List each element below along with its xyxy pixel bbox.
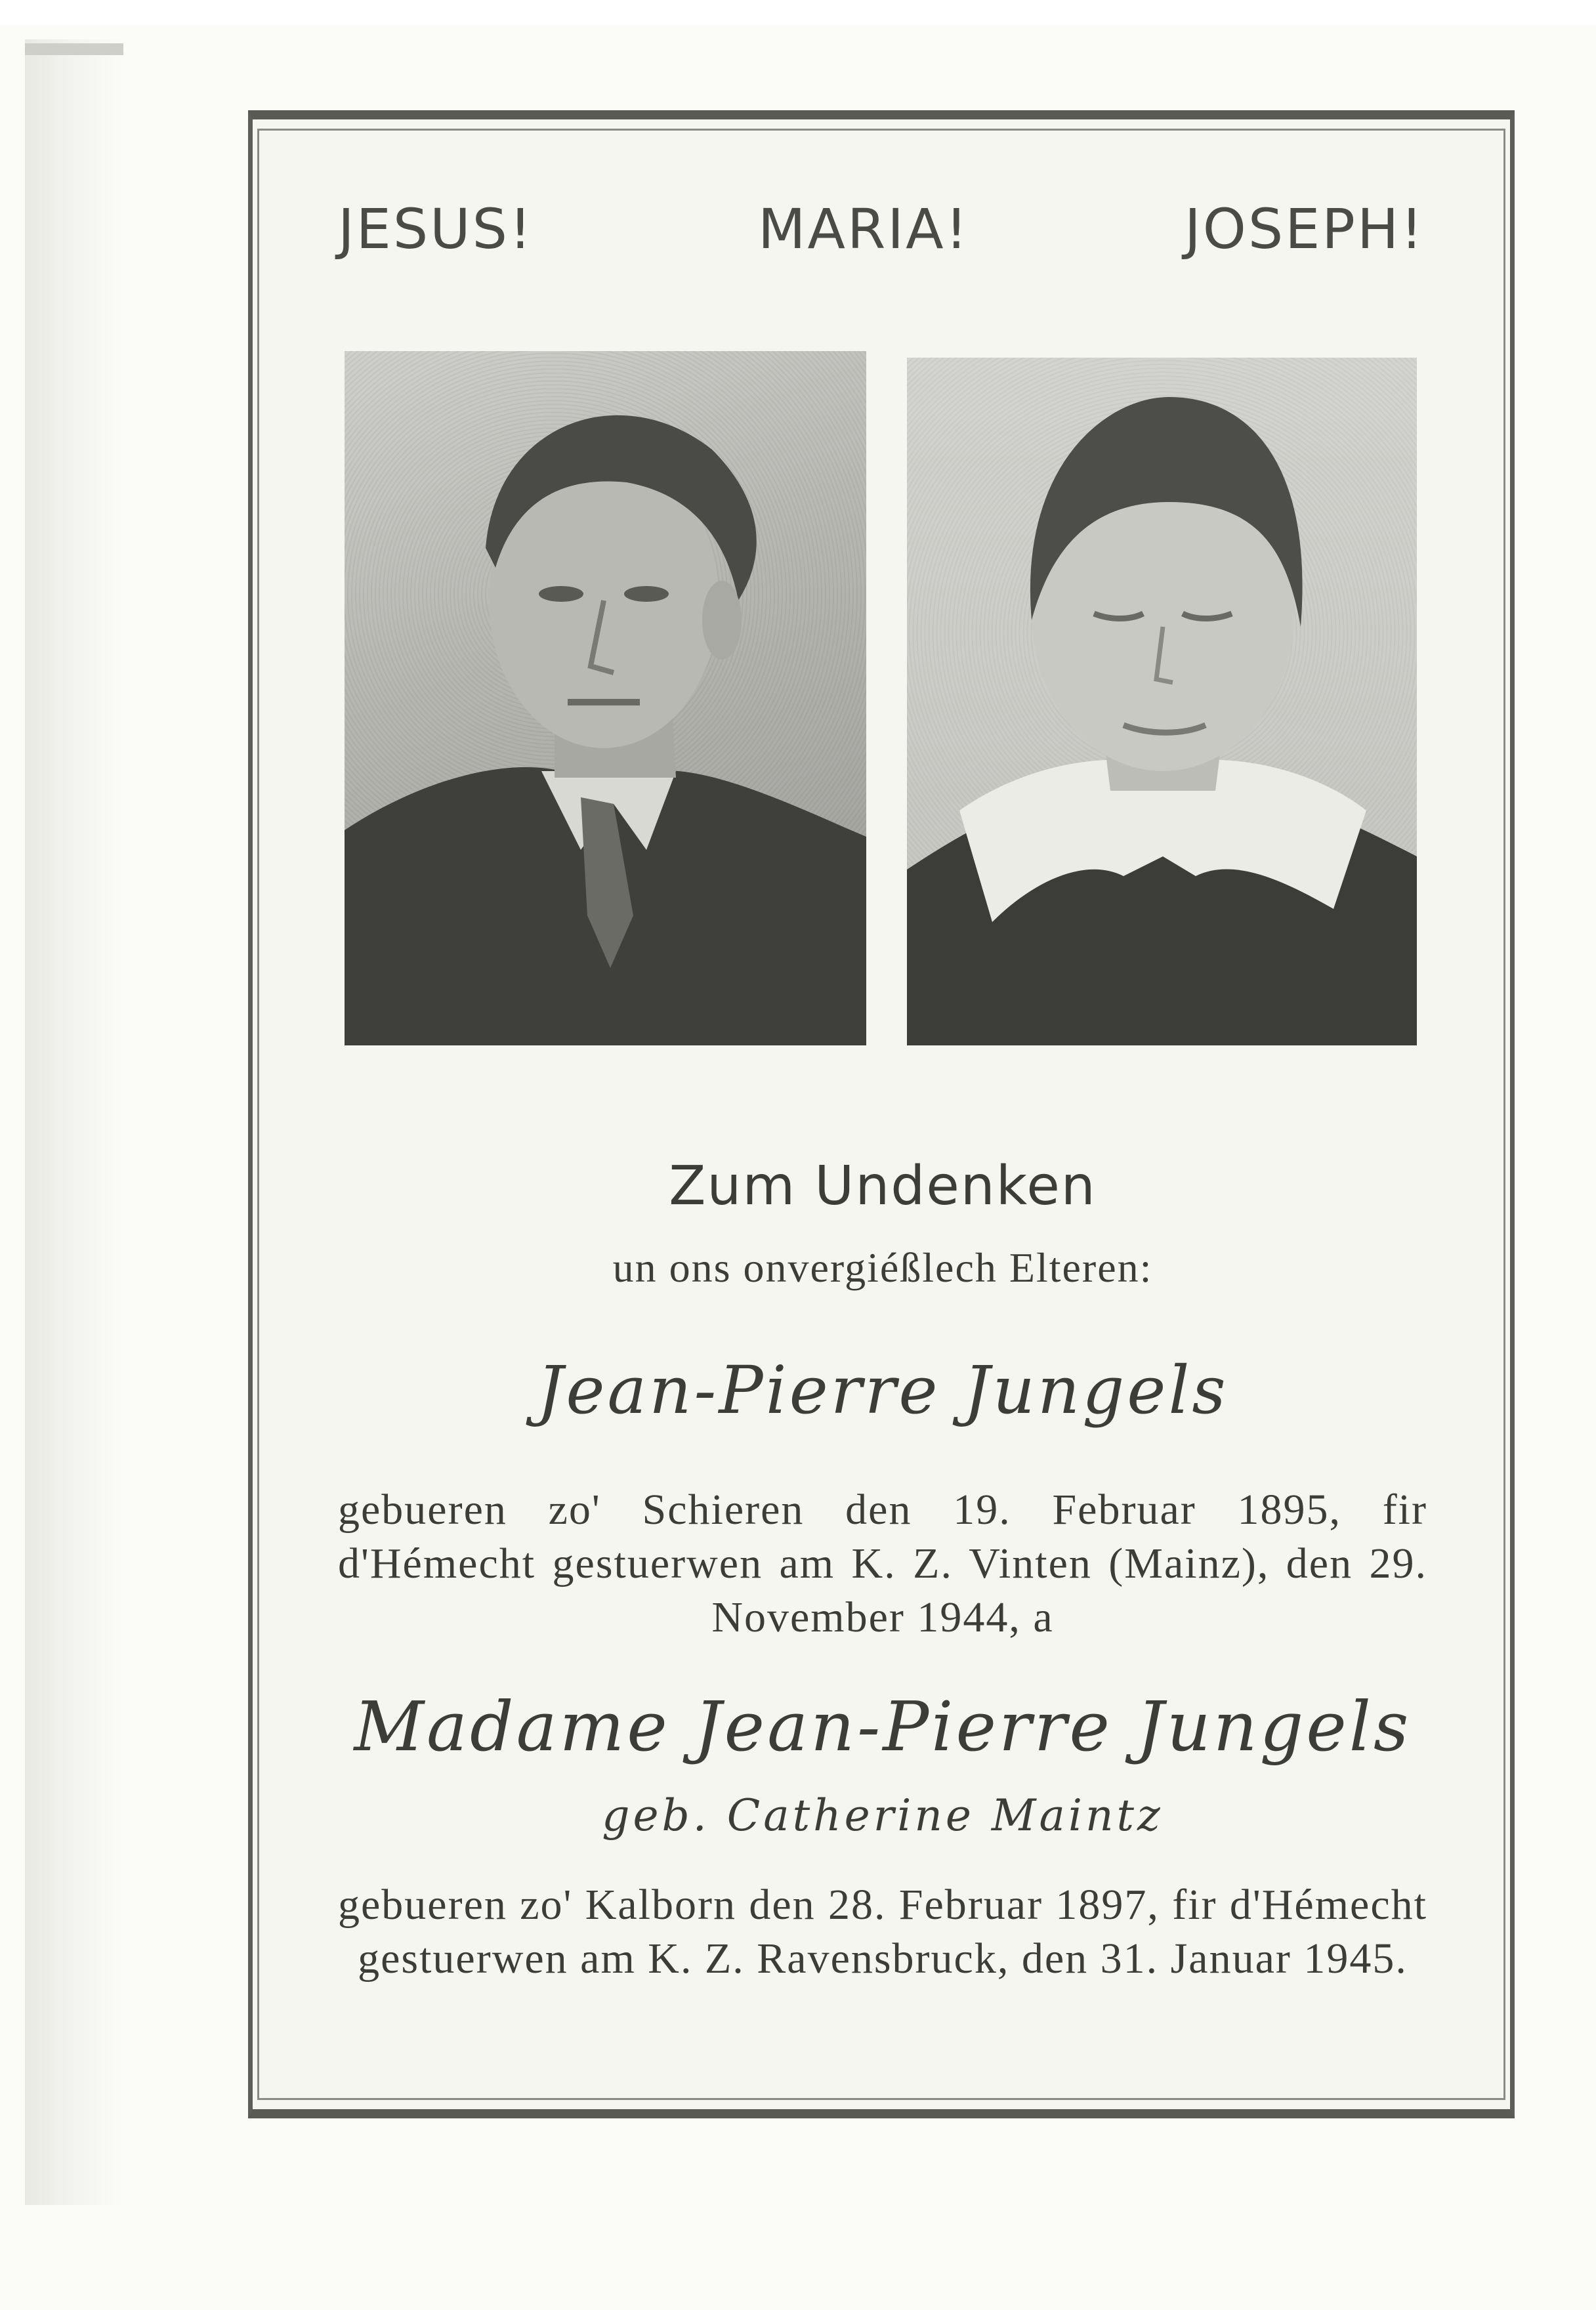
memorial-heading: Zum Undenken [669, 1155, 1097, 1217]
portrait-father [345, 351, 866, 1045]
portrait-mother [907, 358, 1417, 1045]
memorial-subheading: un ons onvergiéßlech Elteren: [612, 1244, 1153, 1291]
invocation-line [328, 197, 1444, 262]
mother-biography: gebueren zo' Kalborn den 28. Februar 1897, fir d'Hémecht gestuerwen am K. Z. Ravensbruck, den 31. Januar 1945. [338, 1881, 1427, 1983]
scan-edge [0, 0, 1596, 25]
invocation-jesus: JESUS! [338, 197, 534, 261]
portrait-mother-image [907, 358, 1417, 1045]
invocation-maria: MARIA! [758, 197, 970, 261]
portrait-father-image [345, 351, 866, 1045]
father-name: Jean-Pierre Jungels [537, 1352, 1228, 1429]
mother-maiden-name: geb. Catherine Maintz [602, 1790, 1164, 1841]
mother-name: Madame Jean-Pierre Jungels [354, 1687, 1412, 1767]
page-fold-tab [25, 43, 123, 55]
father-biography: gebueren zo' Schieren den 19. Februar 1895, fir d'Hémecht gestuerwen am K. Z. Vinten (Mainz), den 29. November 1944, a [338, 1486, 1427, 1641]
invocation-joseph: JOSEPH! [1185, 197, 1425, 261]
page-fold-shadow [25, 39, 123, 2205]
